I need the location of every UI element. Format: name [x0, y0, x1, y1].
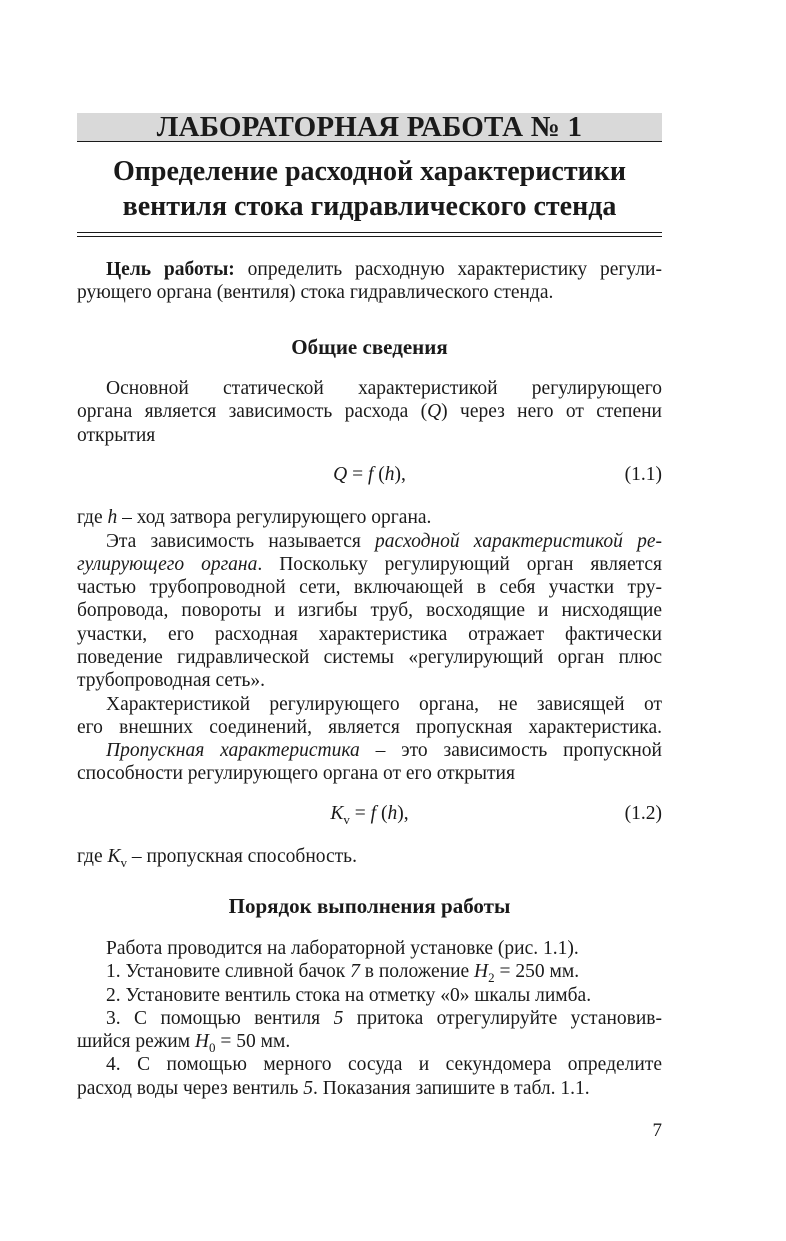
- text-line: частью трубопроводной сети, включающей в себя участки тру-: [77, 577, 662, 599]
- paragraph: [77, 739, 662, 786]
- paragraph: [77, 693, 662, 740]
- list-item-continuation: расход воды через вентиль 5. Показания запишите в табл. 1.1.: [77, 1077, 590, 1099]
- double-rule-bottom: [77, 236, 662, 237]
- text-line: трубопроводная сеть».: [77, 670, 266, 692]
- text-line: где $K_v$ – пропускная способность.: [77, 846, 357, 869]
- text-line: Эта зависимость называется расходной характеристикой ре-: [106, 530, 662, 552]
- page-number: 7: [652, 1120, 662, 1141]
- list-item-continuation: шийся режим $H_0 = 50$ мм.: [77, 1031, 291, 1054]
- formula-1-2: [77, 801, 662, 827]
- text-line: Характеристикой регулирующего органа, не зависящей от: [106, 693, 662, 715]
- section-heading-general: Общие сведения: [291, 335, 448, 359]
- text-line: органа является зависимость расхода (Q) через него от степени: [77, 401, 662, 423]
- list-item: 3. С помощью вентиля 5 притока отрегулируйте установив-: [106, 1007, 662, 1029]
- goal-line: [77, 258, 662, 281]
- work-title: [77, 154, 662, 224]
- paragraph: [77, 506, 662, 529]
- goal-label: Цель работы:: [106, 259, 235, 280]
- goal-text: определить расходную характеристику регули-: [234, 259, 662, 280]
- text-line: его внешних соединений, является пропускная характеристика.: [77, 716, 662, 738]
- formula-1-1: [77, 462, 662, 488]
- formula-number: (1.2): [624, 803, 662, 824]
- formula-expression: $K_v = f$ (h),: [330, 803, 409, 827]
- formula-expression: Q = f (h),: [333, 464, 406, 485]
- text-line: гулирующего органа. Поскольку регулирующий орган является: [77, 553, 662, 575]
- paragraph: [77, 845, 662, 868]
- double-rule-top: [77, 232, 662, 233]
- text-line: открытия: [77, 424, 156, 446]
- goal-line: рующего органа (вентиля) стока гидравлического стенда.: [77, 282, 554, 304]
- work-title-line: Определение расходной характеристики: [113, 156, 626, 187]
- goal-paragraph: [77, 258, 662, 305]
- work-title-line: вентиля стока гидравлического стенда: [122, 191, 617, 222]
- list-item: 4. С помощью мерного сосуда и секундомера определите: [106, 1054, 662, 1076]
- formula-number: (1.1): [624, 464, 662, 485]
- text-line: поведение гидравлической системы «регулирующий орган плюс: [77, 646, 662, 668]
- lab-title: ЛАБОРАТОРНАЯ РАБОТА № 1: [156, 111, 583, 143]
- list-item: 1. Установите сливной бачок 7 в положение $H_2 = 250$ мм.: [106, 961, 580, 984]
- section-heading-procedure: Порядок выполнения работы: [228, 894, 511, 918]
- text-line: Основной статической характеристикой регулирующего: [106, 378, 662, 399]
- paragraph: [77, 377, 662, 447]
- text-line: где h – ход затвора регулирующего органа.: [77, 507, 432, 528]
- text-line: бопровода, повороты и изгибы труб, восходящие и нисходящие: [77, 600, 662, 622]
- title-underline: [77, 141, 662, 142]
- list-item: 2. Установите вентиль стока на отметку «0» шкалы лимба.: [106, 984, 592, 1006]
- list-item: Работа проводится на лабораторной установке (рис. 1.1).: [106, 938, 579, 959]
- text-line: способности регулирующего органа от его открытия: [77, 763, 515, 785]
- text-line: Пропускная характеристика – это зависимость пропускной: [106, 740, 662, 761]
- procedure-list: [77, 937, 662, 1100]
- text-line: участки, его расходная характеристика отражает фактически: [77, 623, 662, 645]
- paragraph: [77, 530, 662, 693]
